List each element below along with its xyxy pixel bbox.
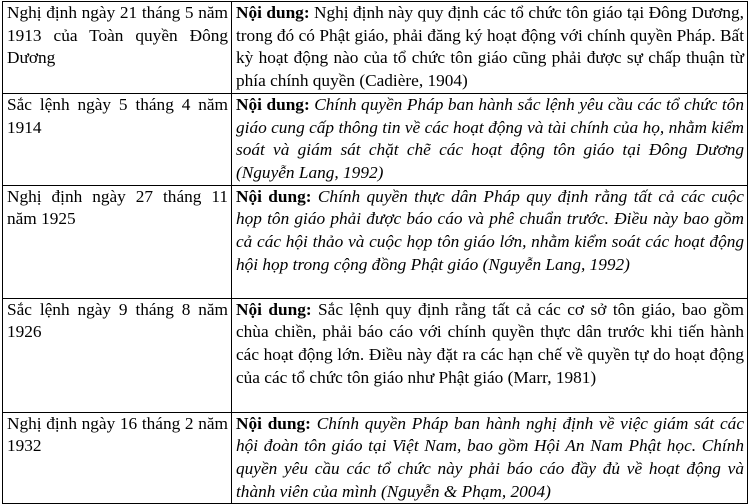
content-cell [232,93,748,185]
table-row [3,2,748,94]
content-cell [232,412,748,504]
date-cell: Sắc lệnh ngày 5 tháng 4 năm 1914 [3,93,232,185]
content-cell [232,298,748,412]
content-lead: Nội dung: [236,94,310,114]
table-row [3,298,748,412]
content-lead: Nội dung: [236,413,311,433]
content-cell [232,185,748,298]
table-row [3,185,748,298]
content-lead: Nội dung: [236,299,312,319]
table-row [3,93,748,185]
date-cell: Nghị định ngày 21 tháng 5 năm 1913 của Toàn quyền Đông Dương [3,2,232,94]
content-text: Chính quyền Pháp ban hành sắc lệnh yêu cầu các tổ chức tôn giáo cung cấp thông tin về các hoạt động và tài chính của họ, nhằm kiểm soát và giám sát chặt chẽ các hoạt động tôn giáo tại Đông Dương (Nguyễn Lang, 1992) [236,94,744,182]
content-lead: Nội dung: [236,3,310,22]
content-lead: Nội dung: [236,186,312,206]
decrees-table [2,1,748,504]
date-cell: Nghị định ngày 27 tháng 11 năm 1925 [3,185,232,298]
content-text: Chính quyền thực dân Pháp quy định rằng tất cả các cuộc họp tôn giáo phải được báo cáo và phê chuẩn trước. Điều này bao gồm cả các hội thảo và cuộc họp tôn giáo lớn, nhằm kiểm soát các hoạt động hội họp trong cộng đồng Phật giáo (Nguyễn Lang, 1992) [236,186,744,274]
content-text: Chính quyền Pháp ban hành nghị định về việc giám sát các hội đoàn tôn giáo tại Việt Nam, bao gồm Hội An Nam Phật học. Chính quyền yêu cầu các tổ chức này phải báo cáo đầy đủ về hoạt động và thành viên của mình (Nguyễn & Phạm, 2004) [236,413,744,501]
date-cell: Nghị định ngày 16 tháng 2 năm 1932 [3,412,232,504]
date-cell: Sắc lệnh ngày 9 tháng 8 năm 1926 [3,298,232,412]
table-row [3,412,748,504]
content-text: Nghị định này quy định các tổ chức tôn giáo tại Đông Dương, trong đó có Phật giáo, phải đăng ký hoạt động với chính quyền Pháp. Bất kỳ hoạt động nào của tổ chức tôn giáo cũng phải được sự chấp thuận từ phía chính quyền (Cadière, 1904) [236,3,744,91]
content-cell [232,2,748,94]
content-text: Sắc lệnh quy định rằng tất cả các cơ sở tôn giáo, bao gồm chùa chiền, phải báo cáo với chính quyền thực dân trước khi tiến hành các hoạt động lớn. Điều này đặt ra các hạn chế về quyền tự do hoạt động của các tổ chức tôn giáo như Phật giáo (Marr, 1981) [236,299,744,387]
